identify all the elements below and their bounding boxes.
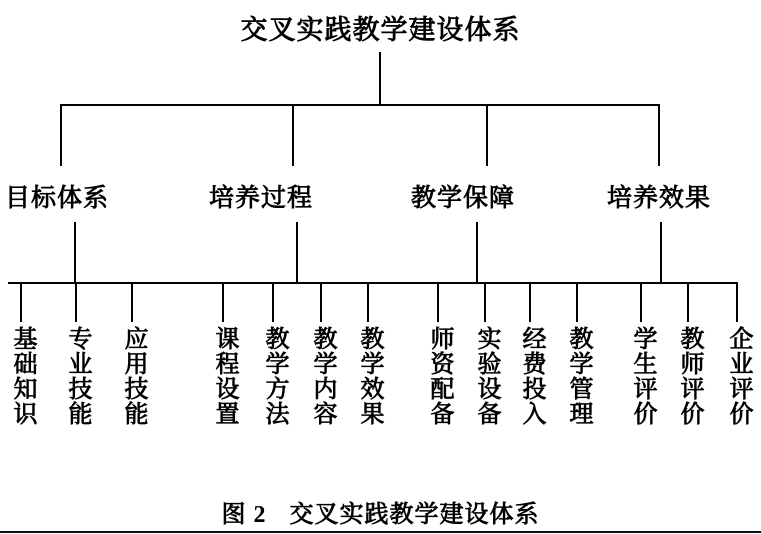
connector-drop-branch-4 <box>658 104 660 166</box>
connector-drop-leaf-4-2 <box>687 282 689 322</box>
connector-drop-leaf-2-2 <box>272 282 274 322</box>
connector-stem-branch-1 <box>74 222 76 282</box>
branch-label-2: 培养过程 <box>209 185 314 212</box>
connector-root-stem <box>379 52 381 104</box>
connector-level2-bus <box>60 104 660 106</box>
leaf-label-2-2: 教学方法 <box>261 326 287 426</box>
connector-drop-branch-2 <box>292 104 294 166</box>
connector-drop-leaf-3-4 <box>576 282 578 322</box>
connector-drop-leaf-1-1 <box>20 282 22 322</box>
connector-leaf-bus <box>8 282 737 284</box>
leaf-label-3-4: 教学管理 <box>565 326 591 426</box>
diagram-title: 交叉实践教学建设体系 <box>240 15 521 45</box>
leaf-label-2-4: 教学效果 <box>356 326 382 426</box>
connector-stem-branch-2 <box>296 222 298 282</box>
connector-drop-leaf-1-3 <box>131 282 133 322</box>
figure-caption-number: 图 2 <box>221 502 267 528</box>
branch-label-4: 培养效果 <box>607 185 712 212</box>
connector-drop-leaf-2-1 <box>222 282 224 322</box>
page-bottom-rule <box>0 531 761 533</box>
leaf-label-2-3: 教学内容 <box>309 326 335 426</box>
leaf-label-3-2: 实验设备 <box>473 326 499 426</box>
leaf-label-1-3: 应用技能 <box>120 326 146 426</box>
leaf-label-3-1: 师资配备 <box>426 326 452 426</box>
leaf-label-1-1: 基础知识 <box>9 326 35 426</box>
connector-drop-leaf-3-3 <box>529 282 531 322</box>
branch-label-1: 目标体系 <box>5 185 110 212</box>
leaf-label-3-3: 经费投入 <box>518 326 544 426</box>
connector-drop-leaf-1-2 <box>75 282 77 322</box>
connector-drop-leaf-4-3 <box>736 282 738 322</box>
connector-drop-leaf-4-1 <box>640 282 642 322</box>
leaf-label-4-3: 企业评价 <box>725 326 751 426</box>
connector-stem-branch-3 <box>476 222 478 282</box>
connector-drop-branch-1 <box>60 104 62 166</box>
branch-label-3: 教学保障 <box>411 185 516 212</box>
figure-caption-text: 交叉实践教学建设体系 <box>289 502 540 528</box>
leaf-label-1-2: 专业技能 <box>64 326 90 426</box>
leaf-label-4-2: 教师评价 <box>676 326 702 426</box>
connector-stem-branch-4 <box>660 222 662 282</box>
leaf-label-2-1: 课程设置 <box>211 326 237 426</box>
figure-caption <box>0 494 761 529</box>
connector-drop-leaf-3-2 <box>484 282 486 322</box>
connector-drop-leaf-3-1 <box>437 282 439 322</box>
connector-drop-leaf-2-4 <box>367 282 369 322</box>
leaf-label-4-1: 学生评价 <box>629 326 655 426</box>
connector-drop-branch-3 <box>486 104 488 166</box>
connector-drop-leaf-2-3 <box>320 282 322 322</box>
